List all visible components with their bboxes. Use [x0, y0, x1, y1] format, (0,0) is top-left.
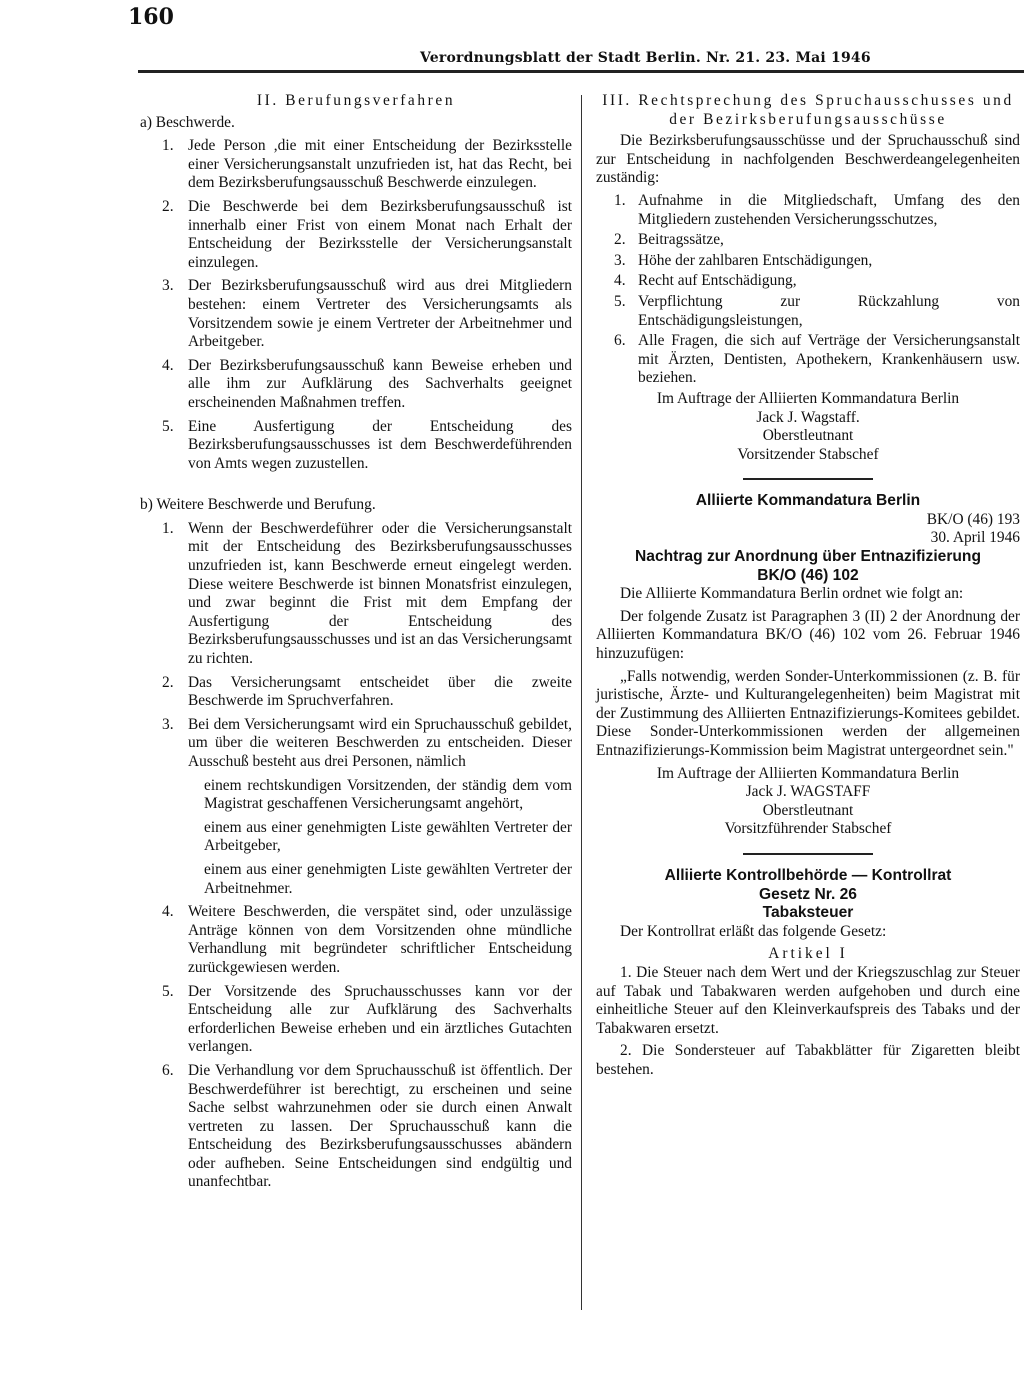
signature-authority: Im Auftrage der Alliierten Kommandatura Berlin: [656, 389, 960, 407]
list-item: 3. Bei dem Versicherungsamt wird ein Spruchausschuß gebildet, um über die weiteren Beschwerden zu entscheiden. Dieser Ausschuß besteht aus drei Personen, nämlich: [162, 715, 572, 770]
section-rule: [743, 478, 873, 480]
sub-clause: einem aus einer genehmigten Liste gewählten Vertreter der Arbeitgeber,: [204, 818, 572, 855]
order-title: Nachtrag zur Anordnung über Entnazifizierung: [635, 548, 981, 566]
list-item: 3. Höhe der zahlbaren Entschädigungen,: [614, 251, 873, 269]
signature-rank: Oberstleutnant: [762, 427, 854, 445]
left-column: [140, 92, 572, 1197]
subsection-b-heading: b) Weitere Beschwerde und Berufung.: [140, 496, 376, 514]
subsection-a-heading: a) Beschwerde.: [140, 113, 235, 131]
sub-clause: einem aus einer genehmigten Liste gewählten Vertreter der Arbeitnehmer.: [204, 860, 572, 897]
list-item: 4. Der Bezirksberufungsausschuß kann Beweise erheben und alle ihm zur Aufklärung des Sachverhalts geeignet erscheinenden Maßnahmen treffen.: [162, 356, 572, 411]
paragraph: Der folgende Zusatz ist Paragraphen 3 (II) 2 der Anordnung der Alliierten Kommandatura BK/O (46) 102 vom 26. Februar 1946 hinzuzufügen:: [596, 607, 1020, 663]
signature-authority: Im Auftrage der Alliierten Kommandatura Berlin: [656, 764, 960, 782]
law-number: Gesetz Nr. 26: [759, 885, 857, 903]
list-item: 1. Wenn der Beschwerdeführer oder die Versicherungsanstalt mit der Entscheidung des Bezirksberufungsausschusses unzufrieden ist, kann Beschwerde erneut eingelegt werden. Diese weitere Beschwerde ist binnen Monatsfrist einzulegen, und zwar beginnt die Frist mit dem Empfang der Ausfertigung der Entscheidung des Bezirksberufungsausschusses und ist an das Versicherungsamt zu richten.: [162, 519, 572, 668]
column-divider: [581, 95, 582, 1310]
running-head: Verordnungsblatt der Stadt Berlin. Nr. 21. 23. Mai 1946: [420, 50, 871, 66]
sub-clause: einem rechtskundigen Vorsitzenden, der ständig dem vom Magistrat geschaffenen Versicherungsamt angehört,: [204, 776, 572, 813]
signature-name: Jack J. WAGSTAFF: [745, 783, 871, 801]
list-item: 6. Alle Fragen, die sich auf Verträge der Versicherungsanstalt mit Ärzten, Dentisten, Apothekern, Krankenhäusern usw. beziehen.: [614, 332, 1020, 387]
section-rule: [743, 853, 873, 855]
list-item: 3. Der Bezirksberufungsausschuß wird aus drei Mitgliedern bestehen: einem Vertreter des Versicherungsamts als Vorsitzendem sowie je einem Vertreter der Arbeitnehmer und Arbeitgeber.: [162, 277, 572, 351]
paragraph: 1. Die Steuer nach dem Wert und der Kriegszuschlag zur Steuer auf Tabak und Tabakwaren werden aufgehoben und durch eine einheitliche Steuer auf den Kleinverkaufspreis des Tabaks und der Tabakwaren ersetzt.: [596, 963, 1020, 1037]
signature-name: Jack J. Wagstaff.: [756, 408, 860, 426]
list-item: 1. Jede Person ,die mit einer Entscheidung der Bezirksstelle einer Versicherungsanstalt unzufrieden ist, hat das Recht, bei dem Bezirksberufungsausschuß Beschwerde einzulegen.: [162, 137, 572, 192]
order-date: 30. April 1946: [930, 529, 1020, 547]
signature-role: Vorsitzender Stabschef: [737, 445, 879, 463]
paragraph: 2. Die Sondersteuer auf Tabakblätter für Zigaretten bleibt bestehen.: [596, 1042, 1020, 1078]
article-heading: Artikel I: [768, 945, 848, 963]
order-title-ref: BK/O (46) 102: [757, 566, 859, 584]
list-item: 2. Beitragssätze,: [614, 231, 724, 249]
signature-rank: Oberstleutnant: [762, 801, 854, 819]
list-item: 4. Weitere Beschwerden, die verspätet sind, oder unzulässige Anträge können von dem Vorsitzenden ohne mündliche Verhandlung mit begründeter schriftlicher Entscheidung zurückgewiesen werden.: [162, 903, 572, 976]
list-item: 5. Eine Ausfertigung der Entscheidung des Bezirksberufungsausschusses ist dem Beschwerdeführenden von Amts wegen zuzustellen.: [162, 417, 572, 472]
list-item: 6. Die Verhandlung vor dem Spruchausschuß ist öffentlich. Der Beschwerdeführer ist berechtigt, zu erscheinen und seine Sache selbst wahrzunehmen oder sie durch einen Anwalt vertreten zu lassen. Der Spruchausschuß kann die Entscheidung des Bezirksberufungsausschusses abändern oder aufheben. Seine Entscheidungen sind endgültig und unanfechtbar.: [162, 1061, 572, 1191]
order-heading: Alliierte Kommandatura Berlin: [695, 492, 921, 510]
section-intro: Die Bezirksberufungsausschüsse und der Spruchausschuß sind zur Entscheidung in nachfolgenden Beschwerdeangelegenheiten zuständig:: [596, 132, 1020, 187]
order-reference: BK/O (46) 193: [926, 510, 1020, 528]
section-title-iii: III. Rechtsprechung des Spruchausschusses und der Bezirksberufungsausschüsse: [602, 92, 1014, 128]
right-column: [596, 92, 1020, 1084]
law-heading: Alliierte Kontrollbehörde — Kontrollrat: [664, 866, 952, 884]
list-item: 1. Aufnahme in die Mitgliedschaft, Umfang des den Mitgliedern zustehenden Versicherungsschutzes,: [614, 191, 1020, 228]
list-item: 2. Die Beschwerde bei dem Bezirksberufungsausschuß ist innerhalb einer Frist von einem Monat nach Erhalt der Entscheidung der Bezirksstelle der Versicherungsanstalt einzulegen.: [162, 197, 572, 271]
law-title: Tabaksteuer: [762, 904, 854, 922]
list-item: 4. Recht auf Entschädigung,: [614, 272, 797, 290]
signature-role: Vorsitzführender Stabschef: [724, 820, 892, 838]
list-item: 5. Der Vorsitzende des Spruchausschusses kann vor der Entscheidung alle zur Aufklärung des Sachverhalts erforderlichen Beweise erheben und ein ärztliches Gutachten verlangen.: [162, 982, 572, 1056]
section-title-ii: II. Berufungsverfahren: [256, 92, 456, 109]
paragraph: Die Alliierte Kommandatura Berlin ordnet wie folgt an:: [620, 585, 964, 603]
list-item: 2. Das Versicherungsamt entscheidet über die zweite Beschwerde im Spruchverfahren.: [162, 673, 572, 710]
header-rule: [138, 70, 1024, 73]
page-number: 160: [128, 4, 174, 30]
list-item: 5. Verpflichtung zur Rückzahlung von Entschädigungsleistungen,: [614, 292, 1020, 329]
paragraph: Der Kontrollrat erläßt das folgende Gesetz:: [620, 922, 887, 940]
paragraph: „Falls notwendig, werden Sonder-Unterkommissionen (z. B. für juristische, Ärzte- und Kulturangelegenheiten) beim Magistrat mit der Zustimmung des Alliierten Entnazifizierungs-Komitees gebildet. Diese Sonder-Unterkommissionen werden der allgemeinen Entnazifizierungs-Kommission beim Magistrat untergeordnet sein.": [596, 667, 1020, 759]
